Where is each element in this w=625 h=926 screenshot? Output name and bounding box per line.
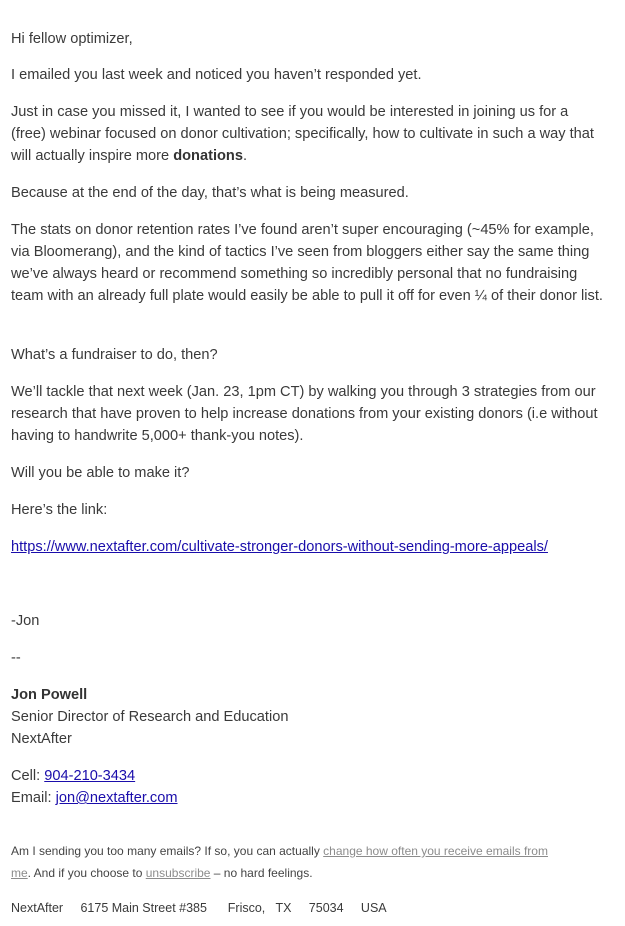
unsubscribe-text-3: – no hard feelings. (210, 866, 313, 880)
paragraph-make-it: Will you be able to make it? (11, 465, 190, 481)
paragraph-measured: Because at the end of the day, that’s what is being measured. (11, 185, 409, 201)
paragraph-followup: I emailed you last week and noticed you haven’t responded yet. (11, 67, 422, 83)
signature-separator: -- (11, 650, 21, 666)
change-frequency-link[interactable]: change how often you receive emails from me (11, 844, 548, 880)
paragraph-webinar-invite-end: . (242, 148, 248, 164)
signature-title: Senior Director of Research and Education (11, 709, 289, 725)
unsubscribe-text-2: . And if you choose to (27, 866, 146, 880)
paragraph-stats: The stats on donor retention rates I’ve found aren’t super encouraging (~45% for example, via Bloomerang), and the kind of tactics I’ve seen from bloggers either say the same thing we’ve always heard or recommend something so incredibly personal that no fundraising team with an already full plate would easily be able to pull it off for even ¼ of their donor list. (11, 222, 603, 304)
webinar-link[interactable]: https://www.nextafter.com/cultivate-stronger-donors-without-sending-more-appeals/ (11, 539, 548, 555)
email-address-link[interactable]: jon@nextafter.com (55, 790, 178, 806)
email-label: Email: (11, 790, 56, 806)
paragraph-link-intro: Here’s the link: (11, 502, 108, 518)
signature-cell (11, 765, 607, 787)
footer-address: NextAfter 6175 Main Street #385 Frisco, TX 75034 USA (11, 901, 387, 915)
unsubscribe-link[interactable]: unsubscribe (145, 866, 211, 880)
cell-phone-link[interactable]: 904-210-3434 (44, 768, 136, 784)
cell-label: Cell: (11, 768, 45, 784)
signoff: -Jon (11, 613, 40, 629)
signature-name: Jon Powell (11, 687, 88, 703)
unsubscribe-notice (11, 840, 556, 884)
paragraph-strategies: We’ll tackle that next week (Jan. 23, 1pm CT) by walking you through 3 strategies from our research that have proven to help increase donations from your existing donors (i.e without having to handwrite 5,000+ thank-you notes). (11, 384, 598, 444)
donations-bold-text: donations (173, 148, 243, 164)
unsubscribe-text-1: Am I sending you too many emails? If so, you can actually (11, 844, 324, 858)
signature-email (11, 787, 607, 809)
greeting: Hi fellow optimizer, (11, 31, 133, 47)
paragraph-question: What’s a fundraiser to do, then? (11, 347, 218, 363)
webinar-link-line (11, 536, 607, 558)
paragraph-webinar-invite (11, 101, 607, 167)
signature-company: NextAfter (11, 731, 72, 747)
paragraph-webinar-invite-text: Just in case you missed it, I wanted to see if you would be interested in joining us for a (free) webinar focused on donor cultivation; specifically, how to cultivate in such a way that will actually inspire more (11, 104, 594, 164)
